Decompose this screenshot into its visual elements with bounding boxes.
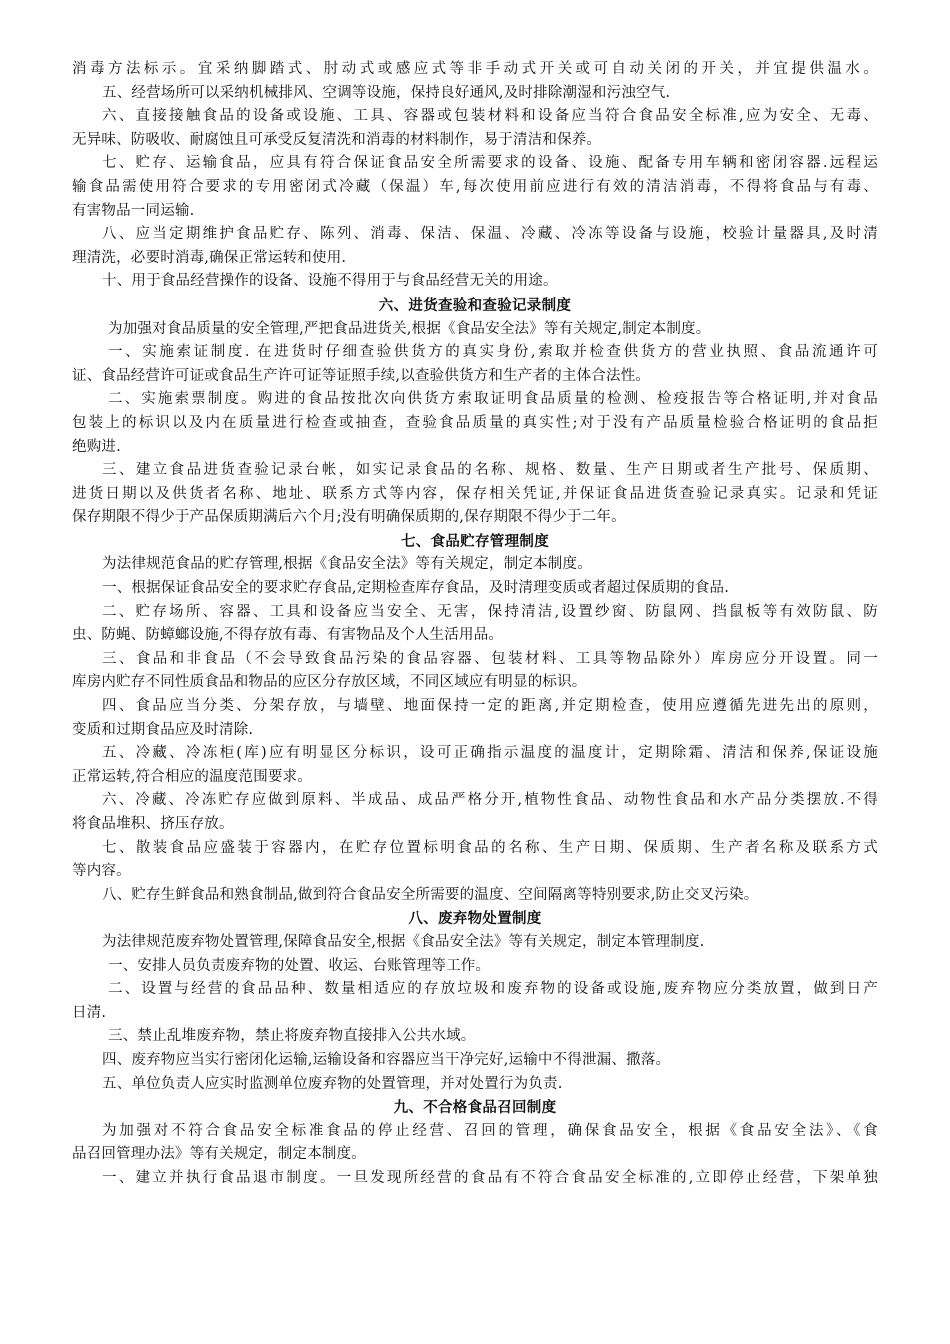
paragraph-line: 五、经营场所可以采纳机械排风、空调等设施，保持良好通风,及时排除潮湿和污浊空气. — [102, 84, 671, 101]
paragraph-line: 六、冷藏、冷冻贮存应做到原料、半成品、成品严格分开,植物性食品、动物性食品和水产品分类摆放.不得 — [102, 792, 878, 809]
paragraph-line: 二、实施索票制度。购进的食品按批次向供货方索取证明食品质量的检测、检疫报告等合格证明,并对食品 — [108, 391, 878, 408]
paragraph-line: 八、贮存生鲜食品和熟食制品,做到符合食品安全所需要的温度、空间隔离等特别要求,防止交叉污染。 — [102, 886, 759, 903]
paragraph-line: 正常运转,符合相应的温度范围要求。 — [72, 768, 313, 785]
paragraph-line: 绝购进. — [72, 438, 121, 455]
paragraph-line: 包装上的标识以及内在质量进行检查或抽查，查验食品质量的真实性;对于没有产品质量检验合格证明的食品拒 — [72, 414, 878, 431]
paragraph-line: 五、冷藏、冷冻柜(库)应有明显区分标识，设可正确指示温度的温度计，定期除霜、清洁和保养,保证设施 — [102, 745, 878, 762]
paragraph-line: 二、贮存场所、容器、工具和设备应当安全、无害，保持清洁,设置纱窗、防鼠网、挡鼠板等有效防鼠、防 — [102, 603, 878, 620]
paragraph-line: 七、散装食品应盛装于容器内，在贮存位置标明食品的名称、生产日期、保质期、生产者名称及联系方式 — [102, 839, 878, 856]
paragraph-line: 为法律规范食品的贮存管理,根据《食品安全法》等有关规定，制定本制度。 — [102, 556, 592, 573]
paragraph-line: 四、食品应当分类、分架存放，与墙壁、地面保持一定的距离,并定期检查，使用应遵循先进先出的原则， — [102, 698, 878, 715]
paragraph-line: 五、单位负责人应实时监测单位废弃物的处置管理，并对处置行为负责. — [102, 1075, 563, 1092]
paragraph-line: 消毒方法标示。宜采纳脚踏式、肘动式或感应式等非手动式开关或可自动关闭的开关，并宜提供温水。 — [72, 61, 878, 77]
paragraph-line: 日清. — [72, 1004, 107, 1021]
paragraph-line: 三、食品和非食品（不会导致食品污染的食品容器、包装材料、工具等物品除外）库房应分开设置。同一 — [102, 650, 878, 667]
paragraph-line: 四、废弃物应当实行密闭化运输,运输设备和容器应当干净完好,运输中不得泄漏、撒落。 — [102, 1051, 671, 1068]
paragraph-line: 六、直接接触食品的设备或设施、工具、容器或包装材料和设备应当符合食品安全标准,应为安全、无毒、 — [102, 108, 878, 125]
section-heading: 八、废弃物处置制度 — [408, 910, 542, 928]
paragraph-line: 八、应当定期维护食品贮存、陈列、消毒、保洁、保温、冷藏、冷冻等设备与设施，校验计量器具,及时清 — [102, 226, 878, 243]
paragraph-line: 七、贮存、运输食品，应具有符合保证食品安全所需要求的设备、设施、配备专用车辆和密闭容器.远程运 — [102, 155, 878, 172]
paragraph-line: 二、设置与经营的食品品种、数量相适应的存放垃圾和废弃物的设备或设施,废弃物应分类放置，做到日产 — [108, 981, 878, 998]
paragraph-line: 三、建立食品进货查验记录台帐，如实记录食品的名称、规格、数量、生产日期或者生产批号、保质期、 — [102, 462, 878, 479]
paragraph-line: 一、实施索证制度. 在进货时仔细查验供货方的真实身份,索取并检查供货方的营业执照、食品流通许可 — [108, 344, 878, 361]
paragraph-line: 一、安排人员负责废弃物的处置、收运、台账管理等工作。 — [108, 957, 491, 974]
paragraph-line: 进货日期以及供货者名称、地址、联系方式等内容，保存相关凭证,并保证食品进货查验记录真实。记录和凭证 — [72, 485, 878, 502]
paragraph-line: 保存期限不得少于产品保质期满后六个月;没有明确保质期的,保存期限不得少于二年。 — [72, 509, 626, 526]
paragraph-line: 为法律规范废弃物处置管理,保障食品安全,根据《食品安全法》等有关规定，制定本管理制度. — [102, 933, 705, 950]
paragraph-line: 输食品需使用符合要求的专用密闭式冷藏（保温）车,每次使用前应进行有效的清洁消毒，不得将食品与有毒、 — [72, 178, 878, 195]
paragraph-line: 有害物品一同运输. — [72, 202, 195, 219]
paragraph-line: 三、禁止乱堆废弃物，禁止将废弃物直接排入公共水域。 — [108, 1028, 476, 1045]
paragraph-line: 一、根据保证食品安全的要求贮存食品,定期检查库存食品，及时清理变质或者超过保质期的食品. — [102, 580, 730, 597]
section-heading: 七、食品贮存管理制度 — [401, 532, 549, 550]
paragraph-line: 品召回管理办法》等有关规定，制定本制度。 — [72, 1146, 366, 1163]
paragraph-line: 十、用于食品经营操作的设备、设施不得用于与食品经营无关的用途。 — [102, 273, 558, 290]
paragraph-line: 理清洗，必要时消毒,确保正常运转和使用. — [72, 249, 347, 266]
paragraph-line: 无异味、防吸收、耐腐蚀且可承受反复清洗和消毒的材料制作，易于清洁和保养。 — [72, 131, 602, 148]
paragraph-line: 为加强对食品质量的安全管理,严把食品进货关,根据《食品安全法》等有关规定,制定本制度。 — [108, 320, 711, 337]
section-heading: 六、进货查验和查验记录制度 — [378, 296, 572, 314]
paragraph-line: 证、食品经营许可证或食品生产许可证等证照手续,以查验供货方和生产者的主体合法性。 — [72, 367, 651, 384]
section-heading: 九、不合格食品召回制度 — [393, 1099, 557, 1117]
paragraph-line: 将食品堆积、挤压存放。 — [72, 816, 234, 832]
paragraph-line: 一、建立并执行食品退市制度。一旦发现所经营的食品有不符合食品安全标准的,立即停止经营，下架单独 — [102, 1169, 878, 1186]
paragraph-line: 为加强对不符合食品安全标准食品的停止经营、召回的管理，确保食品安全，根据《食品安全法》、《食 — [102, 1122, 878, 1139]
paragraph-line: 库房内贮存不同性质食品和物品的应区分存放区域，不同区域应有明显的标识。 — [72, 674, 587, 691]
paragraph-line: 等内容。 — [72, 863, 131, 880]
paragraph-line: 虫、防蝇、防蟑螂设施,不得存放有毒、有害物品及个人生活用品。 — [72, 627, 504, 644]
paragraph-line: 变质和过期食品应及时清除. — [72, 721, 254, 738]
